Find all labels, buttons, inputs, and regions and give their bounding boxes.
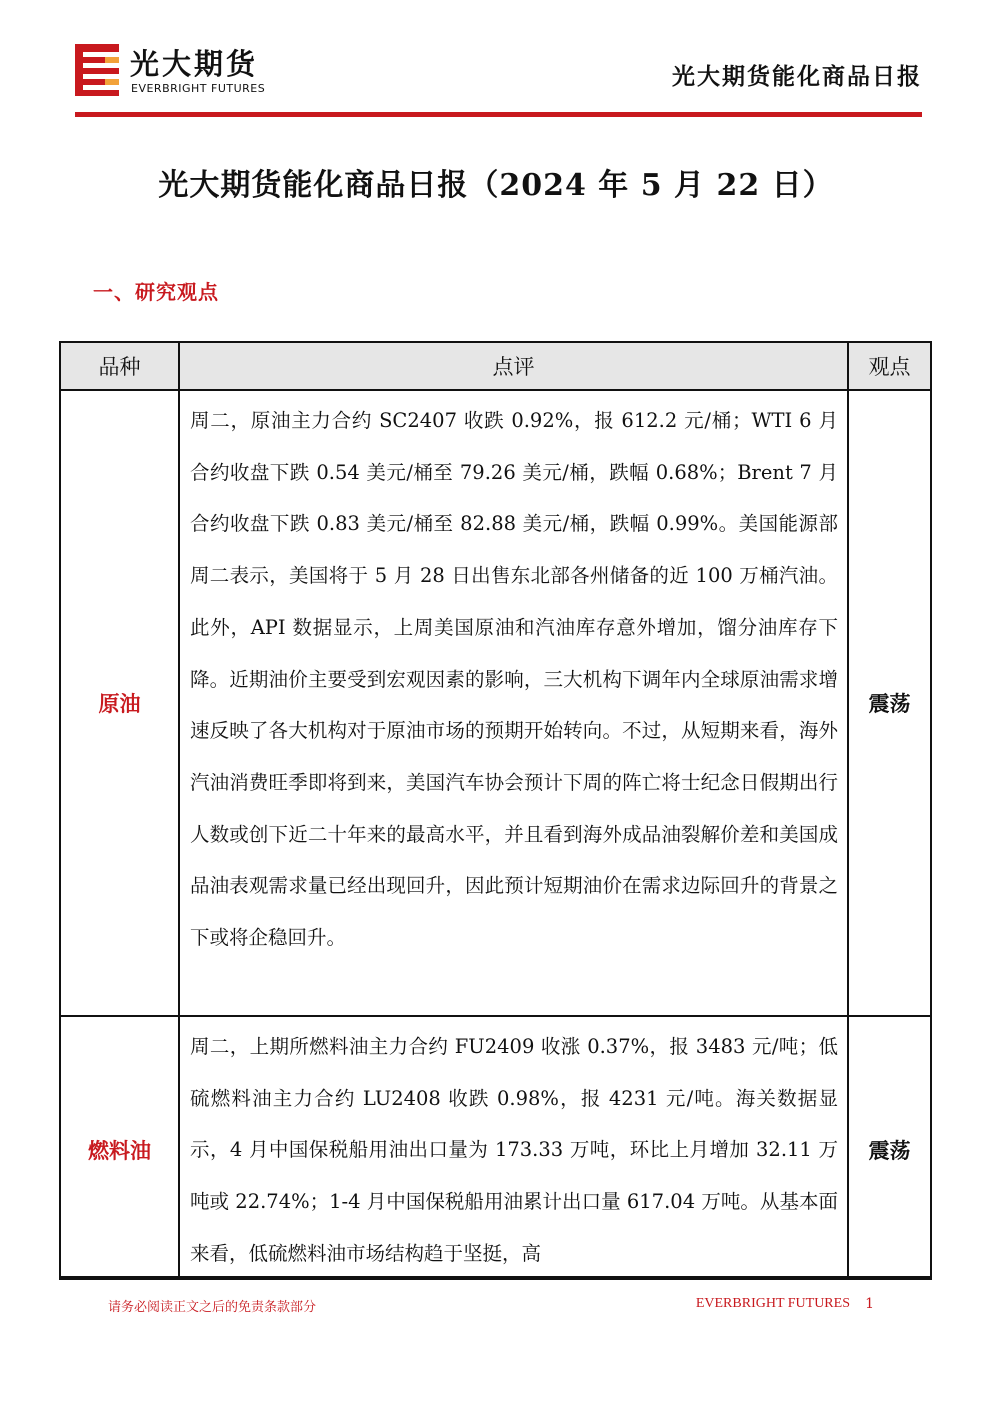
document-title: 光大期货能化商品日报（2024 年 5 月 22 日） bbox=[158, 168, 834, 203]
row-comment: 周二，上期所燃料油主力合约 FU2409 收涨 0.37%，报 3483 元/吨；低硫燃料油主力合约 LU2408 收跌 0.98%，报 4231 元/吨。海关数据显示，4 月中国保税船用油出口量为 173.33 万吨，环比上月增加 32.11 万吨或 22.74%；1-4 月中国保税船用油累计出口量 617.04 万吨。从基本面来看，低硫燃料油市场结构趋于坚挺，高 bbox=[179, 1016, 848, 1285]
page-header bbox=[75, 38, 922, 118]
table-header-row bbox=[60, 342, 931, 390]
footer-disclaimer: 请务必阅读正文之后的免责条款部分 bbox=[108, 1300, 317, 1315]
header-kind: 品种 bbox=[60, 342, 179, 390]
table-bottom-border bbox=[59, 1276, 932, 1280]
row-kind: 原油 bbox=[60, 390, 179, 1016]
footer-brand: EVERBRIGHT FUTURES bbox=[695, 1296, 850, 1311]
table-row bbox=[60, 390, 931, 1016]
row-kind: 燃料油 bbox=[60, 1016, 179, 1285]
company-logo-icon bbox=[75, 44, 119, 96]
report-name: 光大期货能化商品日报 bbox=[672, 63, 922, 90]
header-divider bbox=[75, 112, 922, 117]
company-name-en: EVERBRIGHT FUTURES bbox=[131, 82, 266, 95]
research-table bbox=[59, 341, 932, 1286]
header-view: 观点 bbox=[848, 342, 931, 390]
company-name-cn: 光大期货 bbox=[130, 47, 259, 81]
row-view: 震荡 bbox=[848, 390, 931, 1016]
table-row bbox=[60, 1016, 931, 1285]
page-number: 1 bbox=[865, 1296, 874, 1312]
section-title: 一、研究观点 bbox=[93, 280, 219, 304]
row-view: 震荡 bbox=[848, 1016, 931, 1285]
header-comment: 点评 bbox=[179, 342, 848, 390]
row-comment: 周二，原油主力合约 SC2407 收跌 0.92%，报 612.2 元/桶；WTI 6 月合约收盘下跌 0.54 美元/桶至 79.26 美元/桶，跌幅 0.68%；Brent 7 月合约收盘下跌 0.83 美元/桶至 82.88 美元/桶，跌幅 0.99%。美国能源部周二表示，美国将于 5 月 28 日出售东北部各州储备的近 100 万桶汽油。此外，API 数据显示，上周美国原油和汽油库存意外增加，馏分油库存下降。近期油价主要受到宏观因素的影响，三大机构下调年内全球原油需求增速反映了各大机构对于原油市场的预期开始转向。不过，从短期来看，海外汽油消费旺季即将到来，美国汽车协会预计下周的阵亡将士纪念日假期出行人数或创下近二十年来的最高水平，并且看到海外成品油裂解价差和美国成品油表观需求量已经出现回升，因此预计短期油价在需求边际回升的背景之下或将企稳回升。 bbox=[179, 390, 848, 1016]
